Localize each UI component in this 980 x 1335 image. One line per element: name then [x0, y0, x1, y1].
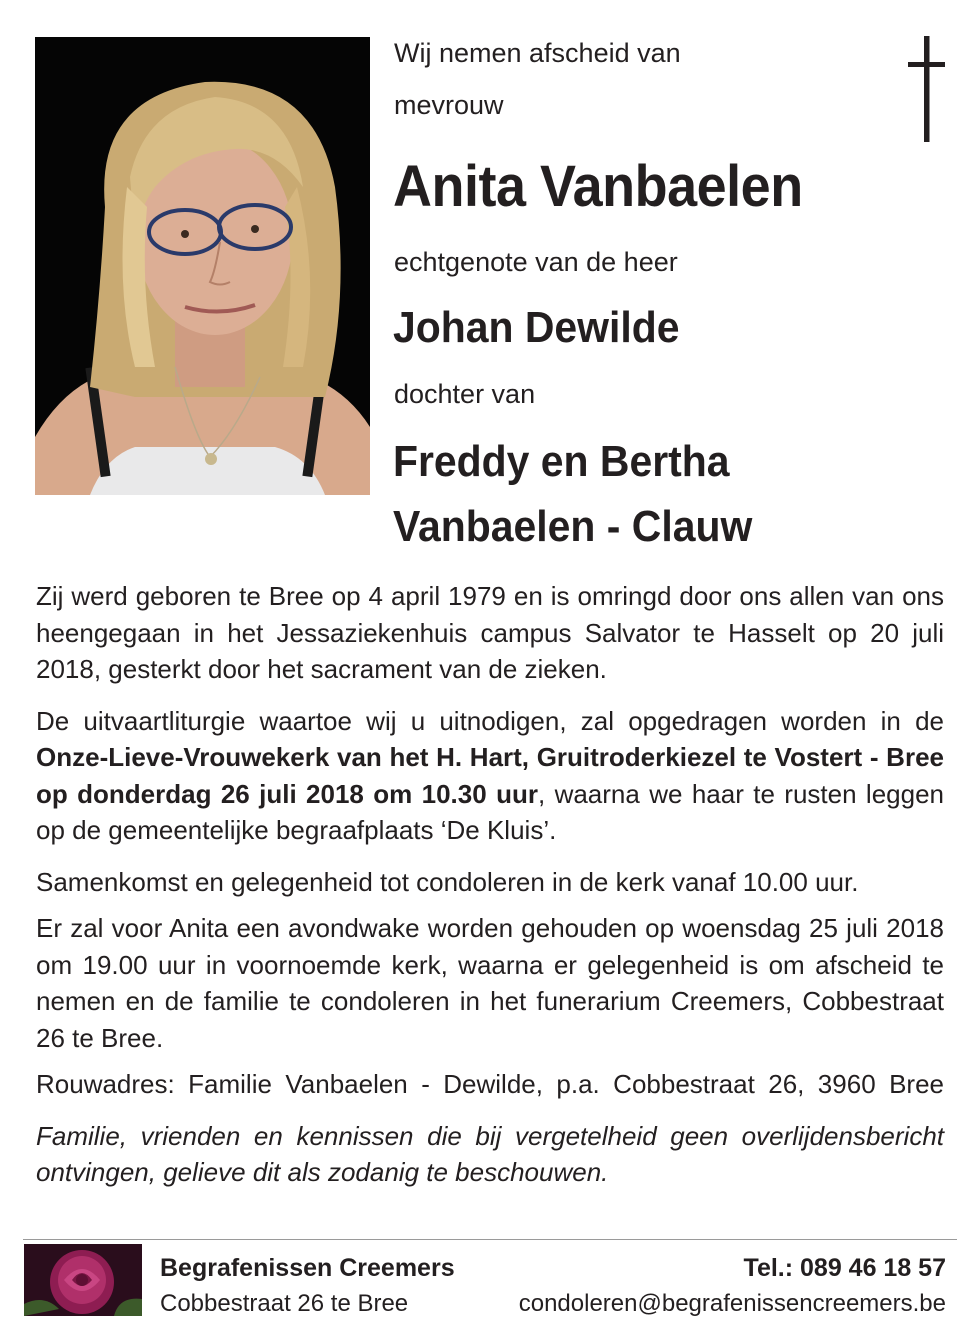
spouse-name: Johan Dewilde: [393, 303, 680, 352]
rose-logo: [24, 1244, 142, 1316]
intro-line-1: Wij nemen afscheid van: [394, 38, 681, 68]
vigil-paragraph: Er zal voor Anita een avondwake worden gehouden op woensdag 25 juli 2018 om 19.00 uur in voornoemde kerk, waarna er gelegenheid is om afscheid te nemen en de familie te condoleren in het funerarium Creemers, Cobbestraat 26 te Bree.: [36, 913, 944, 1053]
birth-death-paragraph: Zij werd geboren te Bree op 4 april 1979 en is omringd door ons allen van ons heengegaan in het Jessaziekenhuis campus Salvator te Hasselt op 20 juli 2018, gesterkt door het sacrament van de zieken.: [36, 581, 944, 684]
funeral-paragraph: [36, 703, 944, 849]
parents-name-line-1: Freddy en Bertha: [393, 437, 730, 486]
intro-block: [394, 27, 914, 131]
funeral-location-date: Onze-Lieve-Vrouwekerk van het H. Hart, Gruitroderkiezel te Vostert - Bree op donderdag 26 juli 2018 om 10.30 uur: [36, 742, 944, 809]
parents-name-line-2: Vanbaelen - Clauw: [393, 502, 753, 551]
funeral-home-address: Cobbestraat 26 te Bree: [160, 1290, 409, 1317]
spouse-label: echtgenote van de heer: [394, 247, 678, 277]
closing-note: Familie, vrienden en kennissen die bij vergetelheid geen overlijdensbericht ontvingen, gelieve dit als zodanig te beschouwen.: [36, 1120, 944, 1187]
footer-divider: [23, 1239, 957, 1240]
funeral-home-phone: Tel.: 089 46 18 57: [743, 1254, 946, 1282]
funeral-home-email[interactable]: condoleren@begrafenissencreemers.be: [518, 1290, 946, 1317]
portrait-photo: [35, 37, 370, 495]
condolence-paragraph: Samenkomst en gelegenheid tot condoleren in de kerk vanaf 10.00 uur.: [36, 866, 859, 897]
funeral-text-start: De uitvaartliturgie waartoe wij u uitnodigen, zal opgedragen worden in de: [36, 705, 944, 736]
announcement-body: [36, 578, 944, 1191]
funeral-home-name: Begrafenissen Creemers: [160, 1254, 455, 1282]
mourning-address: Rouwadres: Familie Vanbaelen - Dewilde, p.a. Cobbestraat 26, 3960 Bree: [36, 1069, 944, 1099]
funeral-text-end: , waarna we haar te rusten leggen op de gemeentelijke begraafplaats ‘De Kluis’.: [36, 778, 944, 845]
portrait-illustration: [35, 37, 370, 495]
cross-icon: [906, 36, 948, 149]
intro-line-2: mevrouw: [394, 90, 504, 120]
parents-label: dochter van: [394, 379, 536, 409]
deceased-name: Anita Vanbaelen: [393, 154, 803, 219]
